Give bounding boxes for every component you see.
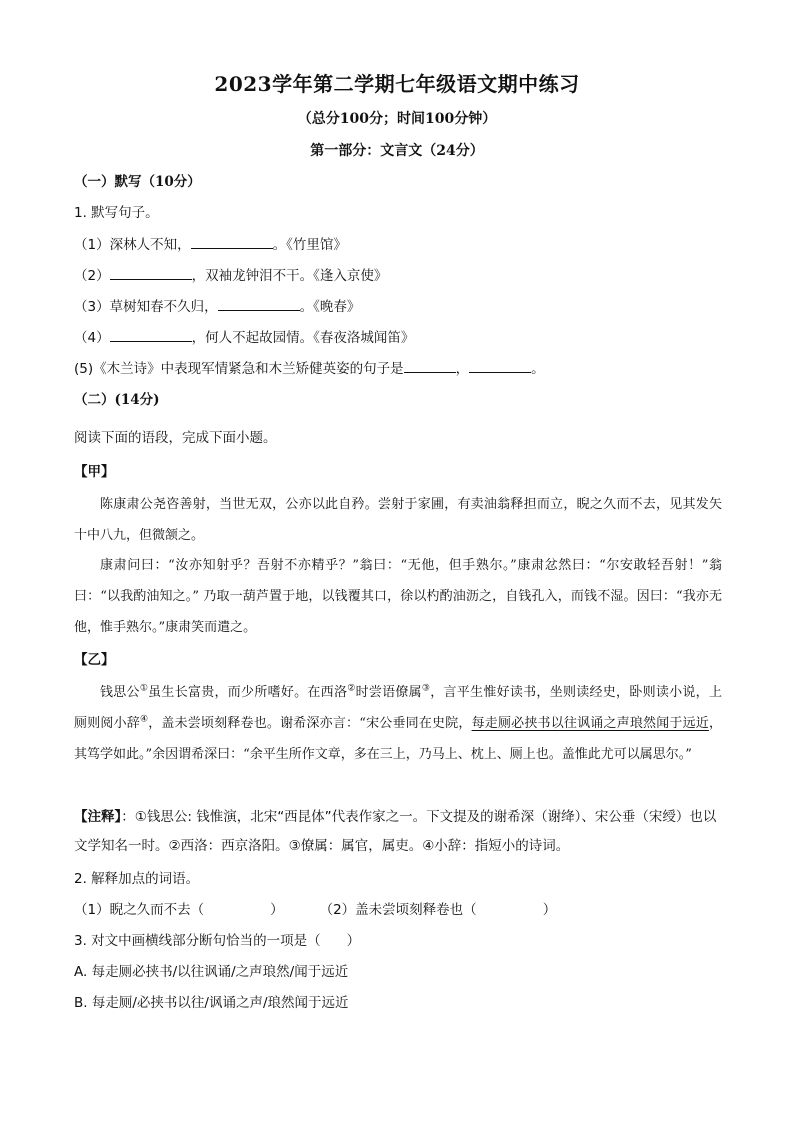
item-number: （4）: [74, 330, 110, 346]
separator: ，: [455, 361, 470, 377]
text-fragment: 钱思公: [100, 685, 140, 700]
q1-item-5: [74, 358, 545, 379]
answer-blank[interactable]: [469, 358, 531, 373]
answer-blank[interactable]: [191, 234, 273, 249]
note-label: 【注释】: [74, 809, 122, 825]
option-a[interactable]: A. 每走厕必挟书/以往讽诵/之声琅然/闻于远近: [74, 964, 349, 980]
note-mark: ①: [139, 683, 149, 694]
page-title: 2023学年第二学期七年级语文期中练习: [214, 72, 580, 96]
item-text: 草树知春不久归，: [109, 299, 218, 315]
section2-heading: （二）(14分): [74, 392, 160, 408]
item-text: 深林人不知，: [109, 237, 191, 253]
q1-prompt: 1. 默写句子。: [74, 205, 159, 221]
underlined-passage: 每走厕必挟书以往讽诵之声琅然闻于远近: [471, 716, 709, 731]
answer-blank[interactable]: [110, 265, 192, 280]
jia-paragraph-2: 康肃问曰：“汝亦知射乎？吾射不亦精乎？”翁曰：“无他，但手熟尔。”康肃忿然曰：“尔安敢轻吾射！”翁曰：“以我酌油知之。” 乃取一葫芦置于地，以钱覆其口，徐以杓酌油沥之，自钱孔入，而钱不湿。因曰：“我亦无他，惟手熟尔。”康肃笑而遣之。: [74, 558, 722, 635]
q3-text: 3. 对文中画横线部分断句恰当的一项是（: [74, 933, 321, 949]
q2-item-1: （1）睨之久而不去（: [74, 902, 205, 918]
q2-item-2: （2）盖未尝顷刻释卷也（: [319, 902, 477, 918]
reading-intro: 阅读下面的语段，完成下面小题。: [74, 430, 277, 446]
option-b[interactable]: B. 每走厕/必挟书以往/讽诵之声/琅然闻于远近: [74, 995, 349, 1011]
item-text: 。《竹里馆》: [272, 237, 347, 253]
q1-item-2: [74, 265, 387, 286]
paren: ）: [542, 902, 557, 918]
answer-blank[interactable]: [404, 358, 456, 373]
q2-items: [74, 900, 556, 920]
yi-paragraph: [74, 677, 722, 770]
q1-item-1: [74, 234, 347, 255]
part-heading: 第一部分：文言文（24分）: [310, 143, 484, 159]
answer-blank[interactable]: [218, 296, 300, 311]
text-fragment: ，其笃学如此。”余因谓希深曰：“余平生所作文章，多在三上，乃马上、枕上、厕上也。盖惟此尤可以属思尔。”: [74, 716, 722, 762]
q1-item-4: [74, 327, 414, 348]
paren: ）: [270, 902, 284, 918]
q1-item-3: [74, 296, 360, 317]
note-mark: ④: [139, 714, 149, 725]
paren: ）: [346, 933, 361, 949]
item-number: （1）: [74, 237, 110, 253]
note-text: ：①钱思公: 钱惟演，北宋“西昆体”代表作家之一。下文提及的谢希深（谢绛）、宋公垂（宋绶）也以文学知名一时。②西洛：西京洛阳。③僚属：属官，属吏。④小辞：指短小的诗词。: [74, 809, 717, 854]
item-number: （2）: [74, 268, 110, 284]
yi-label: 【乙】: [74, 652, 115, 668]
q3-prompt: [74, 931, 360, 951]
text-fragment: 时尝语僚属: [355, 685, 422, 700]
item-text: ，双袖龙钟泪不干。《逢入京使》: [191, 268, 388, 284]
section1-heading: （一）默写（10分）: [74, 174, 201, 190]
answer-blank[interactable]: [110, 327, 192, 342]
annotation-note: [74, 803, 722, 861]
item-number: （3）: [74, 299, 110, 315]
text-fragment: ，盖未尝顷刻释卷也。谢希深亦言：“宋公垂同在史院，: [148, 716, 472, 731]
score-time-subtitle: （总分100分；时间100分钟）: [297, 111, 497, 127]
jia-label: 【甲】: [74, 464, 115, 480]
note-mark: ③: [421, 683, 431, 694]
text-fragment: ，言平生惟好读书，坐则读经史，卧则读小说，上厕则阅小辞: [74, 685, 722, 731]
text-fragment: 虽生长富贵，而少所嗜好。在西洛: [148, 685, 348, 700]
jia-paragraph-1: 陈康肃公尧咨善射，当世无双，公亦以此自矜。尝射于家圃，有卖油翁释担而立，睨之久而不去，见其发矢十中八九，但微颔之。: [74, 497, 722, 543]
item-text: (5)《木兰诗》中表现军情紧急和木兰矫健英姿的句子是: [74, 361, 404, 377]
item-text: 。《晚春》: [299, 299, 361, 315]
item-text: ，何人不起故园情。《春夜洛城闻笛》: [191, 330, 415, 346]
q2-prompt: 2. 解释加点的词语。: [74, 871, 200, 887]
note-mark: ②: [347, 683, 356, 694]
period: 。: [531, 361, 545, 377]
